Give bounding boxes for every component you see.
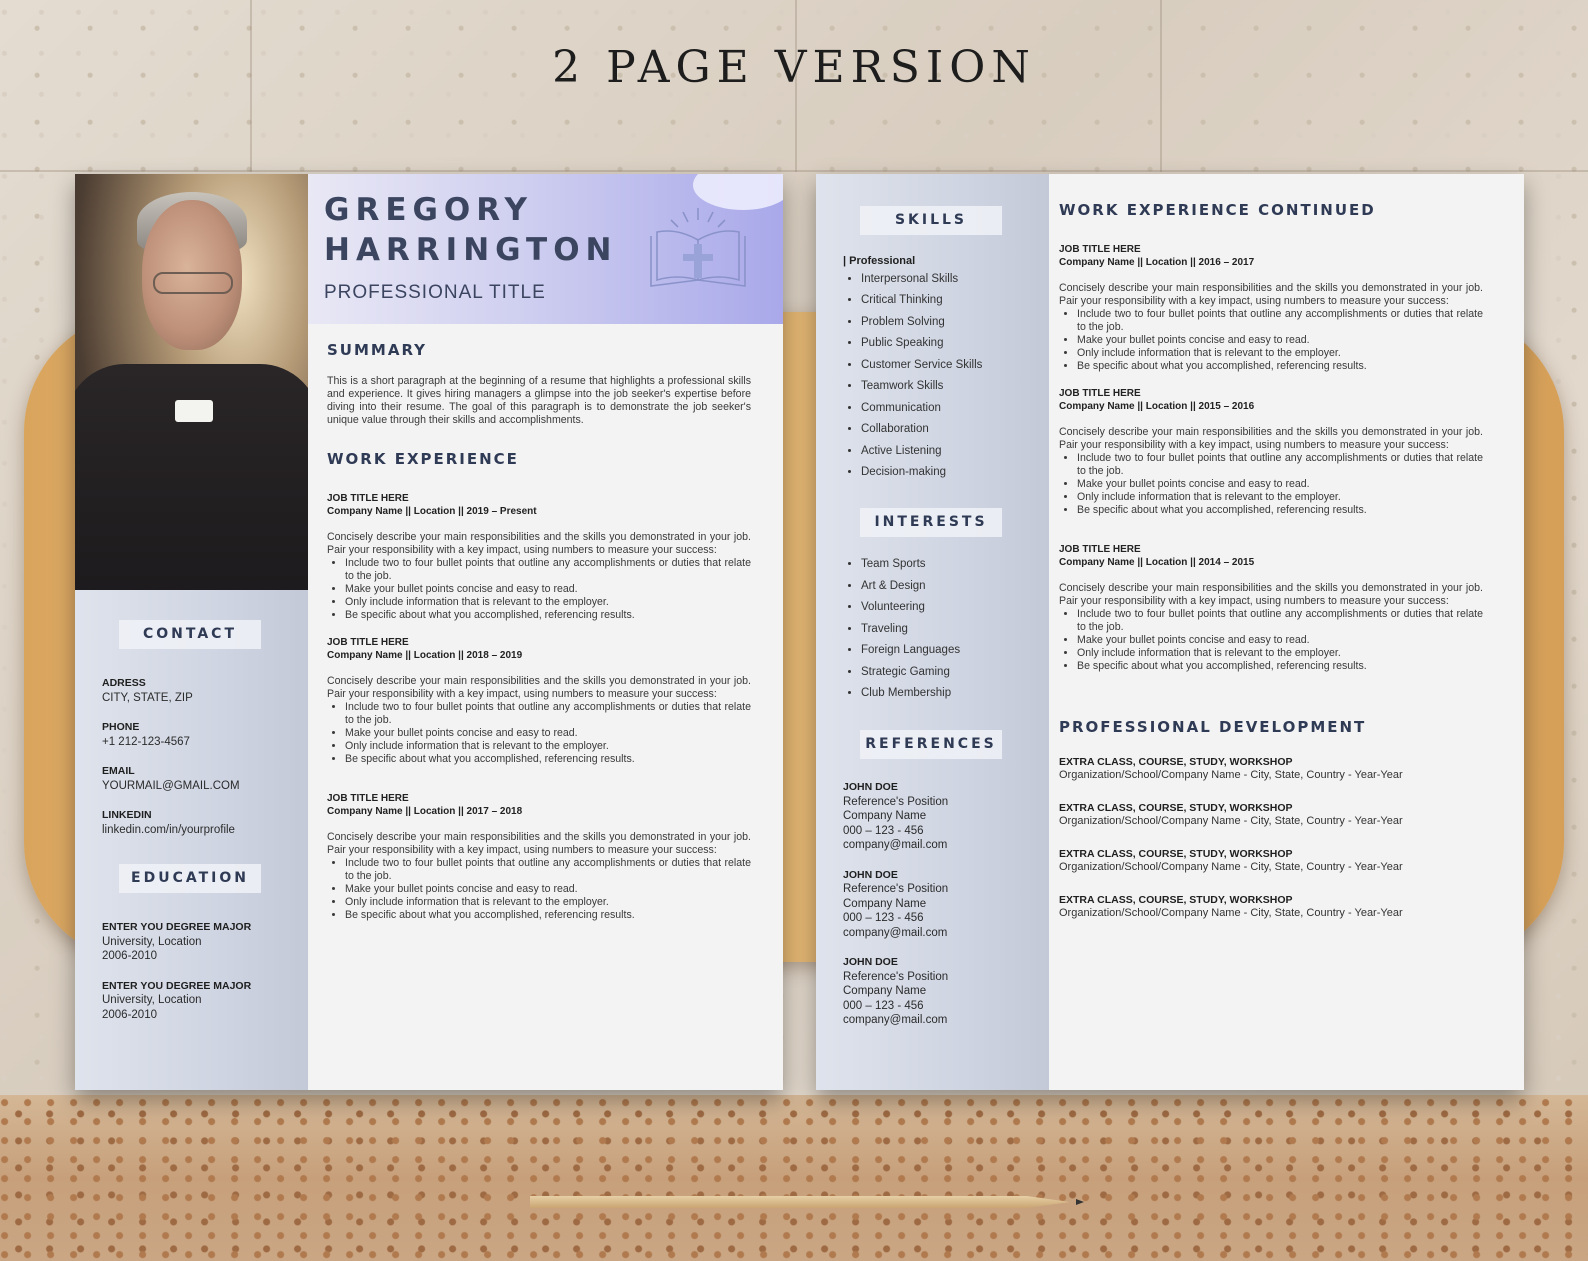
skills-title: SKILLS (860, 206, 1002, 235)
job-bullet: • Be specific about what you accomplished, referencing results. (345, 609, 751, 622)
job-description: Concisely describe your main responsibilities and the skills you demonstrated in your job. Pair your responsibility with a key impact, using numbers to measure your success: (327, 531, 751, 556)
skill-item: • Communication (861, 398, 1043, 420)
job-entry (1059, 387, 1483, 517)
photo-collar (175, 400, 213, 422)
reference-email[interactable]: company@mail.com (843, 926, 948, 939)
job-bullet: • Only include information that is relevant to the employer. (345, 596, 751, 609)
years: 2006-2010 (102, 1008, 157, 1021)
reference-company: Company Name (843, 897, 927, 910)
pd-org: Organization/School/Company Name - City, State, Country - Year-Year (1059, 907, 1403, 919)
job-title: JOB TITLE HERE (327, 793, 409, 804)
reference-phone: 000 – 123 - 456 (843, 912, 924, 924)
pd-org: Organization/School/Company Name - City, State, Country - Year-Year (1059, 861, 1403, 873)
pd-title: EXTRA CLASS, COURSE, STUDY, WORKSHOP (1059, 802, 1293, 814)
job-bullets (345, 701, 751, 766)
job-bullet: • Be specific about what you accomplished, referencing results. (345, 909, 751, 922)
first-name: GREGORY (324, 192, 533, 228)
interest-item: • Art & Design (861, 576, 1043, 598)
references-list (843, 780, 1043, 1028)
contact-label: EMAIL (102, 765, 135, 777)
reference-company: Company Name (843, 810, 927, 822)
skill-item: • Teamwork Skills (861, 376, 1043, 398)
skill-item: • Critical Thinking (861, 290, 1043, 312)
job-company: Company Name || Location || 2019 – Present (327, 506, 537, 517)
job-bullet: • Be specific about what you accomplished, referencing results. (1077, 504, 1483, 517)
contact-value[interactable]: linkedin.com/in/yourprofile (102, 823, 235, 836)
job-bullets (345, 557, 751, 622)
skills-list (861, 269, 1043, 484)
reference-phone: 000 – 123 - 456 (843, 999, 924, 1012)
school: University, Location (102, 935, 202, 948)
reference-item (843, 868, 1043, 941)
reference-name: JOHN DOE (843, 868, 898, 881)
job-bullet: • Be specific about what you accomplished, referencing results. (345, 753, 751, 766)
job-entry (1059, 243, 1483, 373)
job-bullets (1077, 608, 1483, 673)
contact-list (102, 676, 302, 837)
job-bullet: • Be specific about what you accomplished, referencing results. (1077, 660, 1483, 673)
photo-body (75, 364, 308, 590)
job-bullet: • Only include information that is relevant to the employer. (1077, 347, 1483, 360)
pd-item (1059, 802, 1483, 828)
interest-item: • Traveling (861, 619, 1043, 641)
contact-item (102, 676, 302, 705)
interests-list (861, 554, 1043, 705)
reference-phone: 000 – 123 - 456 (843, 824, 924, 837)
job-bullet: • Make your bullet points concise and easy to read. (345, 583, 751, 596)
years: 2006-2010 (102, 950, 157, 962)
job-bullet: • Include two to four bullet points that outline any accomplishments or duties that relate to the job. (1077, 452, 1483, 478)
job-bullet: • Include two to four bullet points that outline any accomplishments or duties that relate to the job. (345, 857, 751, 883)
job-title: JOB TITLE HERE (1059, 244, 1141, 255)
reference-email[interactable]: company@mail.com (843, 839, 948, 851)
name-header (308, 174, 783, 324)
stone-seam (0, 170, 1588, 172)
job-title: JOB TITLE HERE (1059, 388, 1141, 399)
skills-block (843, 254, 1043, 484)
photo-glasses (153, 272, 233, 294)
pd-item (1059, 756, 1483, 782)
degree: ENTER YOU DEGREE MAJOR (102, 921, 252, 933)
job-bullet: • Only include information that is relevant to the employer. (1077, 647, 1483, 660)
pd-title: EXTRA CLASS, COURSE, STUDY, WORKSHOP (1059, 848, 1293, 860)
job-bullet: • Make your bullet points concise and easy to read. (1077, 634, 1483, 647)
pd-title: EXTRA CLASS, COURSE, STUDY, WORKSHOP (1059, 756, 1293, 768)
pd-org: Organization/School/Company Name - City, State, Country - Year-Year (1059, 769, 1403, 781)
resume-page-2 (816, 174, 1524, 1090)
pd-item (1059, 894, 1483, 920)
reference-company: Company Name (843, 985, 927, 997)
skill-item: • Problem Solving (861, 312, 1043, 334)
contact-item (102, 764, 302, 793)
job-description: Concisely describe your main responsibilities and the skills you demonstrated in your job. Pair your responsibility with a key impact, using numbers to measure your success: (327, 675, 751, 700)
professional-title: PROFESSIONAL TITLE (324, 282, 546, 303)
contact-value: CITY, STATE, ZIP (102, 691, 193, 704)
summary-title: SUMMARY (327, 341, 428, 359)
contact-item (102, 808, 302, 837)
job-entry (1059, 543, 1483, 673)
contact-label: PHONE (102, 721, 140, 733)
reference-position: Reference's Position (843, 883, 949, 895)
reference-position: Reference's Position (843, 795, 949, 808)
reference-item (843, 780, 1043, 853)
skill-item: • Public Speaking (861, 333, 1043, 355)
job-company: Company Name || Location || 2016 – 2017 (1059, 257, 1255, 268)
skill-item: • Interpersonal Skills (861, 269, 1043, 291)
contact-item (102, 720, 302, 749)
summary-text: This is a short paragraph at the beginning of a resume that highlights a professional skills and experience. It gives hiring managers a glimpse into the job seeker's expertise before diving into their resume. The goal of this paragraph is to demonstrate the job seeker's unique value through their skills and accomplishments. (327, 375, 751, 426)
job-bullet: • Be specific about what you accomplished, referencing results. (1077, 360, 1483, 373)
resume-page-1 (75, 174, 783, 1090)
education-item (102, 979, 302, 1023)
job-bullet: • Make your bullet points concise and easy to read. (345, 727, 751, 740)
job-entry (327, 792, 751, 922)
job-entry (327, 492, 751, 622)
bible-cross-icon (643, 206, 753, 296)
job-title: JOB TITLE HERE (1059, 544, 1141, 555)
job-bullet: • Include two to four bullet points that outline any accomplishments or duties that relate to the job. (1077, 608, 1483, 634)
contact-value[interactable]: YOURMAIL@GMAIL.COM (102, 779, 240, 792)
cloud-decoration (693, 174, 783, 210)
headline: 2 PAGE VERSION (552, 42, 1036, 93)
job-bullet: • Make your bullet points concise and easy to read. (1077, 334, 1483, 347)
job-entry (327, 636, 751, 766)
skill-item: • Decision-making (861, 462, 1043, 484)
reference-item (843, 955, 1043, 1028)
job-bullets (1077, 452, 1483, 517)
education-list (102, 920, 302, 1022)
job-bullets (1077, 308, 1483, 373)
interest-item: • Club Membership (861, 683, 1043, 705)
contact-label: LINKEDIN (102, 809, 152, 821)
education-title: EDUCATION (119, 864, 261, 893)
job-description: Concisely describe your main responsibilities and the skills you demonstrated in your job. Pair your responsibility with a key impact, using numbers to measure your success: (1059, 582, 1483, 607)
skill-item: • Collaboration (861, 419, 1043, 441)
job-title: JOB TITLE HERE (327, 637, 409, 648)
skills-subhead: | Professional (843, 255, 916, 267)
work-continued-title: WORK EXPERIENCE CONTINUED (1059, 201, 1376, 219)
reference-position: Reference's Position (843, 970, 949, 983)
skill-item: • Customer Service Skills (861, 355, 1043, 377)
job-company: Company Name || Location || 2018 – 2019 (327, 650, 523, 661)
job-bullet: • Only include information that is relevant to the employer. (345, 740, 751, 753)
degree: ENTER YOU DEGREE MAJOR (102, 979, 252, 992)
skill-item: • Active Listening (861, 441, 1043, 463)
pencil (530, 1196, 1070, 1208)
main-content (1059, 201, 1483, 940)
job-description: Concisely describe your main responsibilities and the skills you demonstrated in your job. Pair your responsibility with a key impact, using numbers to measure your success: (327, 831, 751, 856)
reference-email[interactable]: company@mail.com (843, 1014, 948, 1026)
job-bullets (345, 857, 751, 922)
job-description: Concisely describe your main responsibilities and the skills you demonstrated in your job. Pair your responsibility with a key impact, using numbers to measure your success: (1059, 426, 1483, 451)
education-item (102, 920, 302, 964)
pd-org: Organization/School/Company Name - City, State, Country - Year-Year (1059, 815, 1403, 827)
reference-name: JOHN DOE (843, 956, 898, 968)
interest-item: • Volunteering (861, 597, 1043, 619)
job-bullet: • Include two to four bullet points that outline any accomplishments or duties that relate to the job. (345, 557, 751, 583)
interests-title: INTERESTS (860, 508, 1002, 537)
school: University, Location (102, 994, 202, 1006)
work-experience-title: WORK EXPERIENCE (327, 450, 519, 468)
job-bullet: • Include two to four bullet points that outline any accomplishments or duties that relate to the job. (345, 701, 751, 727)
interest-item: • Strategic Gaming (861, 662, 1043, 684)
interest-item: • Foreign Languages (861, 640, 1043, 662)
professional-development-title: PROFESSIONAL DEVELOPMENT (1059, 718, 1367, 736)
job-bullet: • Only include information that is relevant to the employer. (1077, 491, 1483, 504)
job-bullet: • Make your bullet points concise and easy to read. (1077, 478, 1483, 491)
pd-title: EXTRA CLASS, COURSE, STUDY, WORKSHOP (1059, 894, 1293, 906)
reference-name: JOHN DOE (843, 781, 898, 793)
references-title: REFERENCES (860, 730, 1002, 759)
interests-block (843, 554, 1043, 705)
job-bullet: • Include two to four bullet points that outline any accomplishments or duties that relate to the job. (1077, 308, 1483, 334)
job-company: Company Name || Location || 2015 – 2016 (1059, 401, 1255, 412)
profile-photo (75, 174, 308, 590)
main-content (327, 341, 751, 922)
contact-label: ADRESS (102, 677, 146, 689)
job-bullet: • Make your bullet points concise and easy to read. (345, 883, 751, 896)
stone-floor (0, 1095, 1588, 1261)
contact-title: CONTACT (119, 620, 261, 649)
job-title: JOB TITLE HERE (327, 493, 409, 504)
job-company: Company Name || Location || 2014 – 2015 (1059, 557, 1255, 568)
job-description: Concisely describe your main responsibilities and the skills you demonstrated in your job. Pair your responsibility with a key impact, using numbers to measure your success: (1059, 282, 1483, 307)
job-bullet: • Only include information that is relevant to the employer. (345, 896, 751, 909)
contact-value: +1 212-123-4567 (102, 735, 190, 748)
pd-item (1059, 848, 1483, 874)
interest-item: • Team Sports (861, 554, 1043, 576)
job-company: Company Name || Location || 2017 – 2018 (327, 806, 523, 817)
last-name: HARRINGTON (324, 232, 618, 268)
